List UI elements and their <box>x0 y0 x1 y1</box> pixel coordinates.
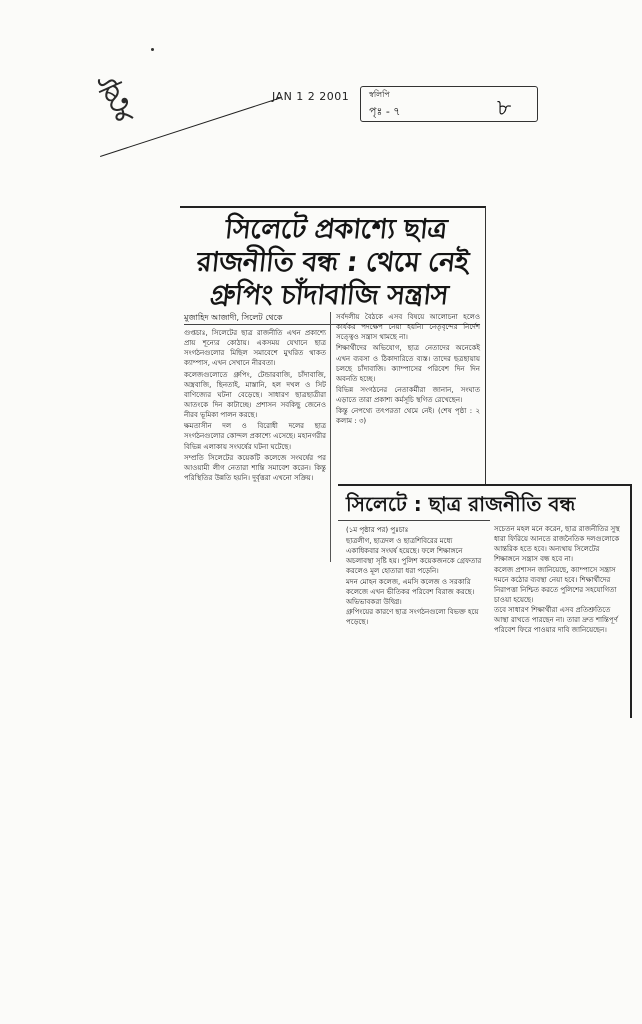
paragraph: বিভিন্ন সংগঠনের নেতাকর্মীরা জানান, সংঘাত এড়াতে তারা প্রকাশ্য কর্মসূচি স্থগিত রেখেছেন। <box>336 385 480 405</box>
paragraph: ক্ষমতাসীন দল ও বিরোধী দলের ছাত্র সংগঠনগুলোর কোন্দল প্রকাশ্যে এসেছে। মহানগরীর বিভিন্ন এলাকায় সংঘর্ষের ঘটনা ঘটেছে। <box>184 422 326 451</box>
headline-line-3: গ্রুপিং চাঁদাবাজি সন্ত্রাস <box>208 279 450 311</box>
paragraph: কলেজ প্রশাসন জানিয়েছে, ক্যাম্পাসে সন্ত্রাস দমনে কঠোর ব্যবস্থা নেয়া হবে। শিক্ষার্থীদের নিরাপত্তা নিশ্চিত করতে পুলিশের সহযোগিতা চাওয়া হয়েছে। <box>494 565 617 604</box>
headline-line-1: সিলেটে প্রকাশ্যে ছাত্র <box>223 214 449 245</box>
continuation-headline: সিলেটে : ছাত্র রাজনীতি বন্ধ <box>346 492 576 516</box>
paragraph: কলেজগুলোতে গ্রুপিং, টেন্ডারবাজি, চাঁদাবাজি, অস্ত্রবাজি, ছিনতাই, মাস্তানি, হল দখল ও সিট বাণিজ্যের ঘটনা বেড়েছে। সাধারণ ছাত্রছাত্রীরা আতংকে দিন কাটাচ্ছে। প্রশাসন সবকিছু জেনেও নীরব ভূমিকা পালন করছে। <box>184 370 326 420</box>
paragraph: সর্বদলীয় বৈঠকে এসব বিষয়ে আলোচনা হলেও কার্যকর পদক্ষেপ নেয়া হয়নি। নেতৃবৃন্দের নির্দেশ সত্ত্বেও সন্ত্রাস থামছে না। <box>336 313 480 342</box>
paragraph: তবে সাধারণ শিক্ষার্থীরা এসব প্রতিশ্রুতিতে আস্থা রাখতে পারছেন না। তারা দ্রুত শান্তিপূর্ণ পরিবেশ ফিরে পাওয়ার দাবি জানিয়েছেন। <box>494 606 618 635</box>
article-column-left <box>184 328 326 564</box>
stamp-value: পৃঃ - ৭ <box>369 105 401 118</box>
paragraph: ছাত্রলীগ, ছাত্রদল ও ছাত্রশিবিরের মধ্যে একাধিকবার সংঘর্ষ হয়েছে। ফলে শিক্ষাঙ্গনে অচলাবস্থা সৃষ্টি হয়। পুলিশ কয়েকজনকে গ্রেফতার করলেও মূল হোতারা ধরা পড়েনি। <box>346 537 482 576</box>
continuation-column-right <box>494 524 624 714</box>
article-column-right <box>336 312 480 462</box>
stamp-title: স্বলিপি <box>369 90 390 99</box>
continuation-column-left <box>346 536 486 627</box>
paragraph: গ্রুপিংয়ের কারণে ছাত্র সংগঠনগুলো বিভক্ত হয়ে পড়েছে। <box>346 607 479 627</box>
archive-stamp-box <box>360 86 538 122</box>
paragraph: কিন্তু নেপথ্যে তৎপরতা থেমে নেই। (শেষ পৃষ্ঠা : ২ কলাম : ৩) <box>336 407 480 426</box>
handwritten-mark: ষ্টু <box>95 72 136 125</box>
paragraph: সম্প্রতি সিলেটের কয়েকটি কলেজে সংঘর্ষের পর আওয়ামী লীগ নেতারা শান্তি সমাবেশ করেন। কিন্তু পরিস্থিতির উন্নতি হয়নি। দুর্বৃত্তরা এখনো সক্রিয়। <box>184 453 326 482</box>
continued-from-note: (১ম পৃষ্ঠার পর) পুঃচাঃ <box>346 526 409 534</box>
headline-line-2: রাজনীতি বন্ধ : থেমে নেই <box>195 246 470 278</box>
article-headline <box>175 214 490 313</box>
pen-dot <box>151 48 154 51</box>
date-stamp: JAN 1 2 2001 <box>272 90 350 103</box>
column-divider <box>330 312 331 562</box>
byline: মুজাহিদ আজাদী, সিলেট থেকে <box>184 313 283 322</box>
stamp-page-number: ৮ <box>497 96 512 121</box>
continuation-clipping <box>338 484 632 718</box>
paragraph: শিক্ষার্থীদের অভিযোগ, ছাত্র নেতাদের অনেকেই এখন ব্যবসা ও ঠিকাদারিতে ব্যস্ত। তাদের ছত্রছায়ায় চলছে চাঁদাবাজি। ক্যাম্পাসের পরিবেশ দিন দিন অবনতি হচ্ছে। <box>336 344 480 383</box>
paragraph: মদন মোহন কলেজ, এমসি কলেজ ও সরকারি কলেজে এখন ভীতিকর পরিবেশ বিরাজ করছে। অভিভাবকরা উদ্বিগ্ন। <box>346 577 475 606</box>
paragraph: সচেতন মহল মনে করেন, ছাত্র রাজনীতির সুস্থ ধারা ফিরিয়ে আনতে রাজনৈতিক দলগুলোকে আন্তরিক হতে হবে। অন্যথায় সিলেটের শিক্ষাঙ্গনে সন্ত্রাস বন্ধ হবে না। <box>494 525 620 564</box>
paragraph: গুপ্তচাঃ, সিলেটের ছাত্র রাজনীতি এখন প্রকাশ্যে প্রায় শূন্যের কোঠায়। একসময় যেখানে ছাত্র সংগঠনগুলোর মিছিল সমাবেশে মুখরিত থাকত ক্যাম্পাস, এখন সেখানে নীরবতা। <box>184 329 326 368</box>
headline-rule <box>338 520 490 521</box>
